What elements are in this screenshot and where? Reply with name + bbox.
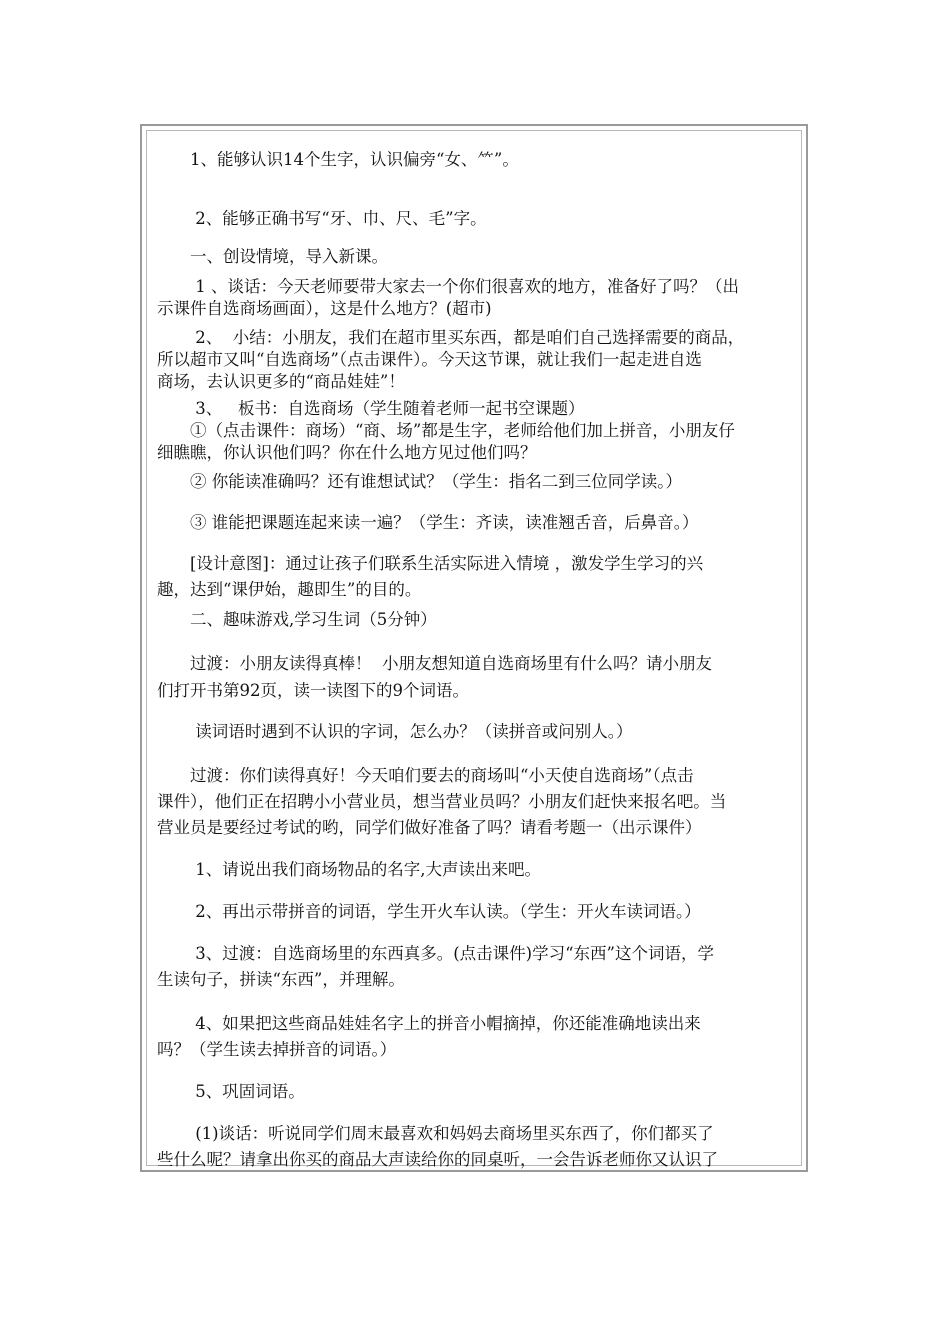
task-5: 5、巩固词语。 — [157, 1082, 305, 1101]
task-5-sub-1-line-1: (1)谈话：听说同学们周末最喜欢和妈妈去商场里买东西了，你们都买了 — [157, 1124, 714, 1143]
step-1-talk-line-1: 1 、谈话：今天老师要带大家去一个你们很喜欢的地方，准备好了吗？（出 — [157, 277, 739, 296]
document-frame — [140, 124, 808, 1172]
transition-1-line-2: 们打开书第92页，读一读图下的9个词语。 — [157, 681, 469, 700]
task-3-line-1: 3、过渡：自选商场里的东西真多。(点击课件)学习“东西”这个词语，学 — [157, 944, 714, 963]
task-5-sub-1-line-2: 些什么呢？请拿出你买的商品大声读给你的同桌听，一会告诉老师你又认识了 — [157, 1150, 718, 1169]
item-3: ③ 谁能把课题连起来读一遍？（学生：齐读，读准翘舌音，后鼻音。） — [157, 513, 699, 532]
item-2: ② 你能读准确吗？还有谁想试试？（学生：指名二到三位同学读。） — [157, 472, 682, 491]
section-2-heading: 二、趣味游戏,学习生词（5分钟） — [157, 610, 437, 629]
objective-2: 2、能够正确书写“牙、巾、尺、毛”字。 — [157, 209, 487, 228]
step-2-summary-line-1: 2、 小结：小朋友，我们在超市里买东西，都是咱们自己选择需要的商品， — [157, 328, 745, 347]
document-body — [146, 130, 802, 1169]
step-2-summary-line-2: 所以超市又叫“自选商场”（点击课件）。今天这节课，就让我们一起走进自选 — [157, 350, 702, 369]
design-intent-line-1: [设计意图]：通过让孩子们联系生活实际进入情境 ，激发学生学习的兴 — [157, 554, 704, 573]
transition-2-line-2: 课件），他们正在招聘小小营业员，想当营业员吗？小朋友们赶快来报名吧。当 — [157, 792, 727, 811]
transition-1-line-1: 过渡：小朋友读得真棒！ 小朋友想知道自选商场里有什么吗？请小朋友 — [157, 654, 712, 673]
task-2: 2、再出示带拼音的词语，学生开火车认读。（学生：开火车读词语。） — [157, 902, 701, 921]
design-intent-line-2: 趣，达到“课伊始，趣即生”的目的。 — [157, 580, 422, 599]
task-3-line-2: 生读句子，拼读“东西”，并理解。 — [157, 970, 405, 989]
transition-2-line-1: 过渡：你们读得真好！今天咱们要去的商场叫“小天使自选商场”（点击 — [157, 766, 694, 785]
step-1-talk-line-2: 示课件自选商场画面），这是什么地方？(超市) — [157, 299, 492, 318]
item-1-line-2: 细瞧瞧，你认识他们吗？你在什么地方见过他们吗？ — [157, 443, 537, 462]
step-3-board: 3、 板书：自选商场（学生随着老师一起书空课题） — [157, 399, 585, 418]
item-1-line-1: ①（点击课件：商场）“商、场”都是生字，老师给他们加上拼音，小朋友仔 — [157, 421, 735, 440]
step-2-summary-line-3: 商场，去认识更多的“商品娃娃”！ — [157, 372, 405, 391]
task-4-line-2: 吗？（学生读去掉拼音的词语。） — [157, 1040, 397, 1059]
transition-2-line-3: 营业员是要经过考试的哟，同学们做好准备了吗？请看考题一（出示课件） — [157, 818, 702, 837]
reading-tip: 读词语时遇到不认识的字词，怎么办？（读拼音或问别人。） — [157, 722, 633, 741]
task-4-line-1: 4、如果把这些商品娃娃名字上的拼音小帽摘掉，你还能准确地读出来 — [157, 1014, 701, 1033]
task-1: 1、请说出我们商场物品的名字,大声读出来吧。 — [157, 860, 541, 879]
objective-1: 1、能够认识14个生字，认识偏旁“女、⺮”。 — [157, 150, 519, 169]
section-1-heading: 一、创设情境，导入新课。 — [157, 247, 388, 266]
